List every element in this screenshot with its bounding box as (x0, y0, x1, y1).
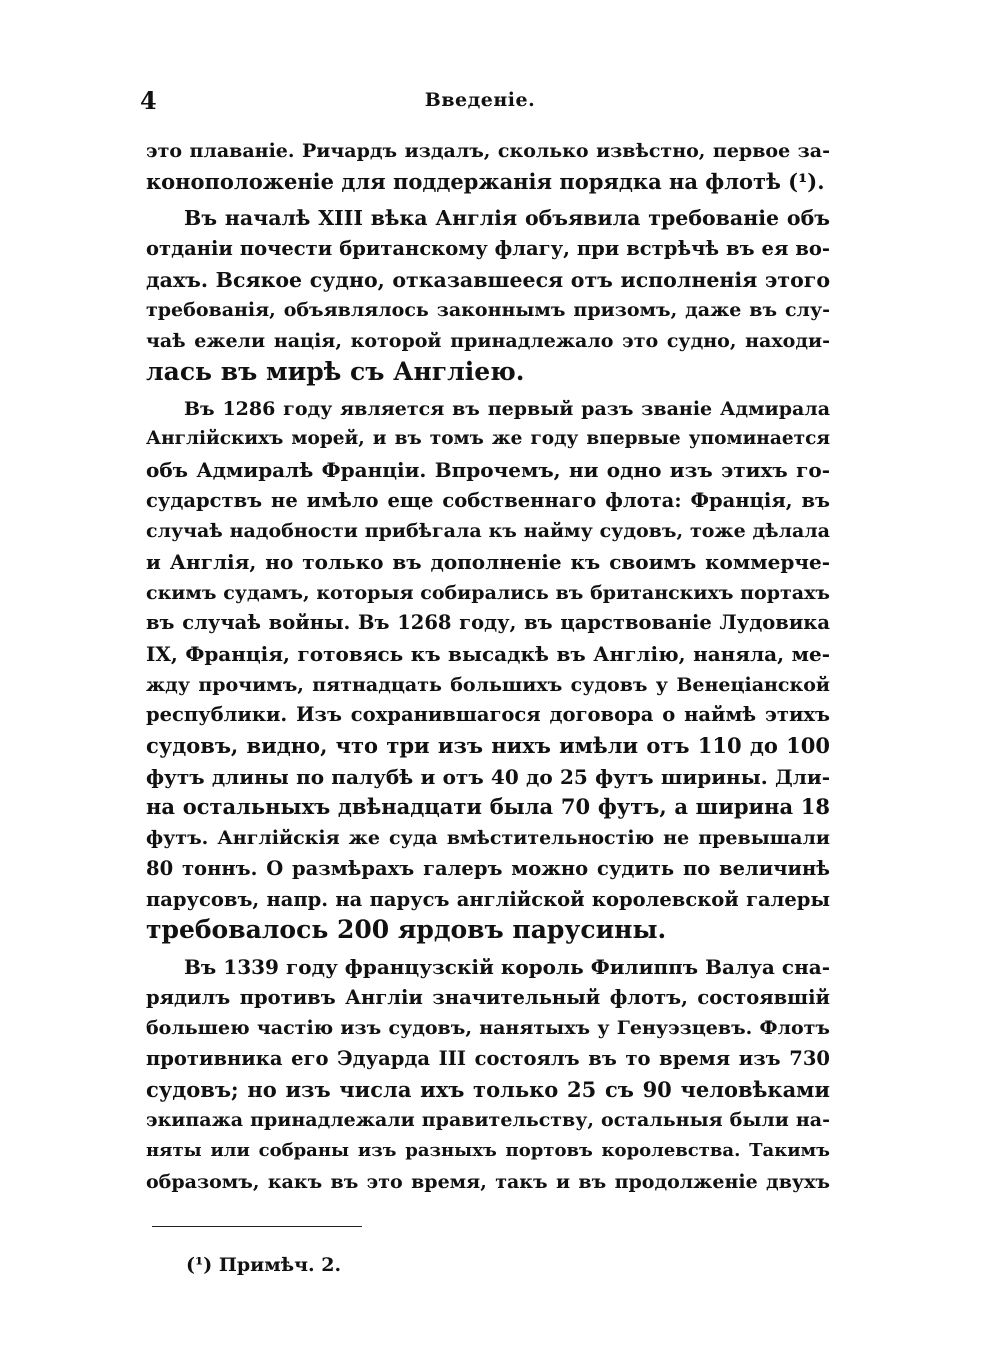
text-line: экипажа принадлежали правительству, остальныя были на- (146, 1109, 830, 1132)
text-line: лась въ мирѣ съ Англіею. (146, 356, 525, 386)
text-line: чаѣ ежели нація, которой принадлежало это судно, находи- (146, 330, 830, 353)
text-line: республики. Изъ сохранившагося договора о наймѣ этихъ (146, 703, 830, 727)
text-line: Въ 1339 году французскій король Филиппъ Валуа сна- (184, 954, 830, 979)
page-number: 4 (140, 86, 157, 115)
text-line: рядилъ противъ Англіи значительный флотъ, состоявшій (146, 985, 830, 1009)
text-line: отданіи почести британскому флагу, при встрѣчѣ въ ея во- (146, 237, 830, 261)
text-line: Англійскихъ морей, и въ томъ же году впервые упоминается (146, 428, 830, 450)
footnote-divider (152, 1226, 362, 1227)
text-line: IX, Франція, готовясь къ высадкѣ въ Англію, наняла, ме- (146, 642, 830, 666)
text-line: скимъ судамъ, которыя собирались въ британскихъ портахъ (146, 581, 830, 604)
text-line: требованія, объявлялось законнымъ призомъ, даже въ слу- (146, 299, 830, 322)
text-line: Въ 1286 году является въ первый разъ званіе Адмирала (184, 397, 830, 420)
page-header (140, 86, 820, 116)
footnote: (¹) Примѣч. 2. (186, 1254, 342, 1276)
text-line: няты или собраны изъ разныхъ портовъ королевства. Такимъ (146, 1140, 830, 1161)
text-line: Въ началѣ XIII вѣка Англія объявила требованіе объ (184, 206, 830, 231)
text-line: большею частію изъ судовъ, нанятыхъ у Генуэзцевъ. Флотъ (146, 1017, 830, 1040)
text-line: въ случаѣ войны. Въ 1268 году, въ царствованіе Лудовика (146, 611, 830, 635)
text-line: коноположеніе для поддержанія порядка на флотѣ (¹). (146, 168, 825, 194)
text-line: случаѣ надобности прибѣгала къ найму судовъ, тоже дѣлала (146, 520, 830, 543)
text-line: сударствъ не имѣло еще собственнаго флота: Франція, въ (146, 488, 830, 512)
text-line: футъ. Англійскія же суда вмѣстительностію не превышали (146, 827, 830, 850)
text-line: и Англія, но только въ дополненіе къ своимъ коммерче- (146, 549, 830, 574)
text-line: объ Адмиралѣ Франціи. Впрочемъ, ни одно изъ этихъ го- (146, 457, 830, 482)
text-line: судовъ, видно, что три изъ нихъ имѣли отъ 110 до 100 (146, 733, 830, 759)
text-line: судовъ; но изъ числа ихъ только 25 съ 90 человѣками (146, 1076, 830, 1102)
text-line: образомъ, какъ въ это время, такъ и въ продолженіе двухъ (146, 1170, 830, 1193)
running-head: Введеніе. (424, 89, 536, 111)
text-line: это плаваніе. Ричардъ издалъ, сколько извѣстно, первое за- (146, 140, 830, 162)
text-line: требовалось 200 ярдовъ парусины. (146, 915, 667, 945)
text-line: жду прочимъ, пятнадцать большихъ судовъ у Венеціанской (146, 673, 830, 696)
text-line: 80 тоннъ. О размѣрахъ галеръ можно судить по величинѣ (146, 856, 830, 880)
text-line: дахъ. Всякое судно, отказавшееся отъ исполненія этого (146, 267, 830, 292)
body-text (146, 136, 830, 1197)
text-line: на остальныхъ двѣнадцати была 70 футъ, а ширина 18 (146, 794, 830, 820)
text-line: противника его Эдуарда III состоялъ въ то время изъ 730 (146, 1046, 830, 1070)
text-line: футъ длины по палубѣ и отъ 40 до 25 футъ ширины. Дли- (146, 764, 830, 789)
text-line: парусовъ, напр. на парусъ англійской королевской галеры (146, 887, 830, 911)
